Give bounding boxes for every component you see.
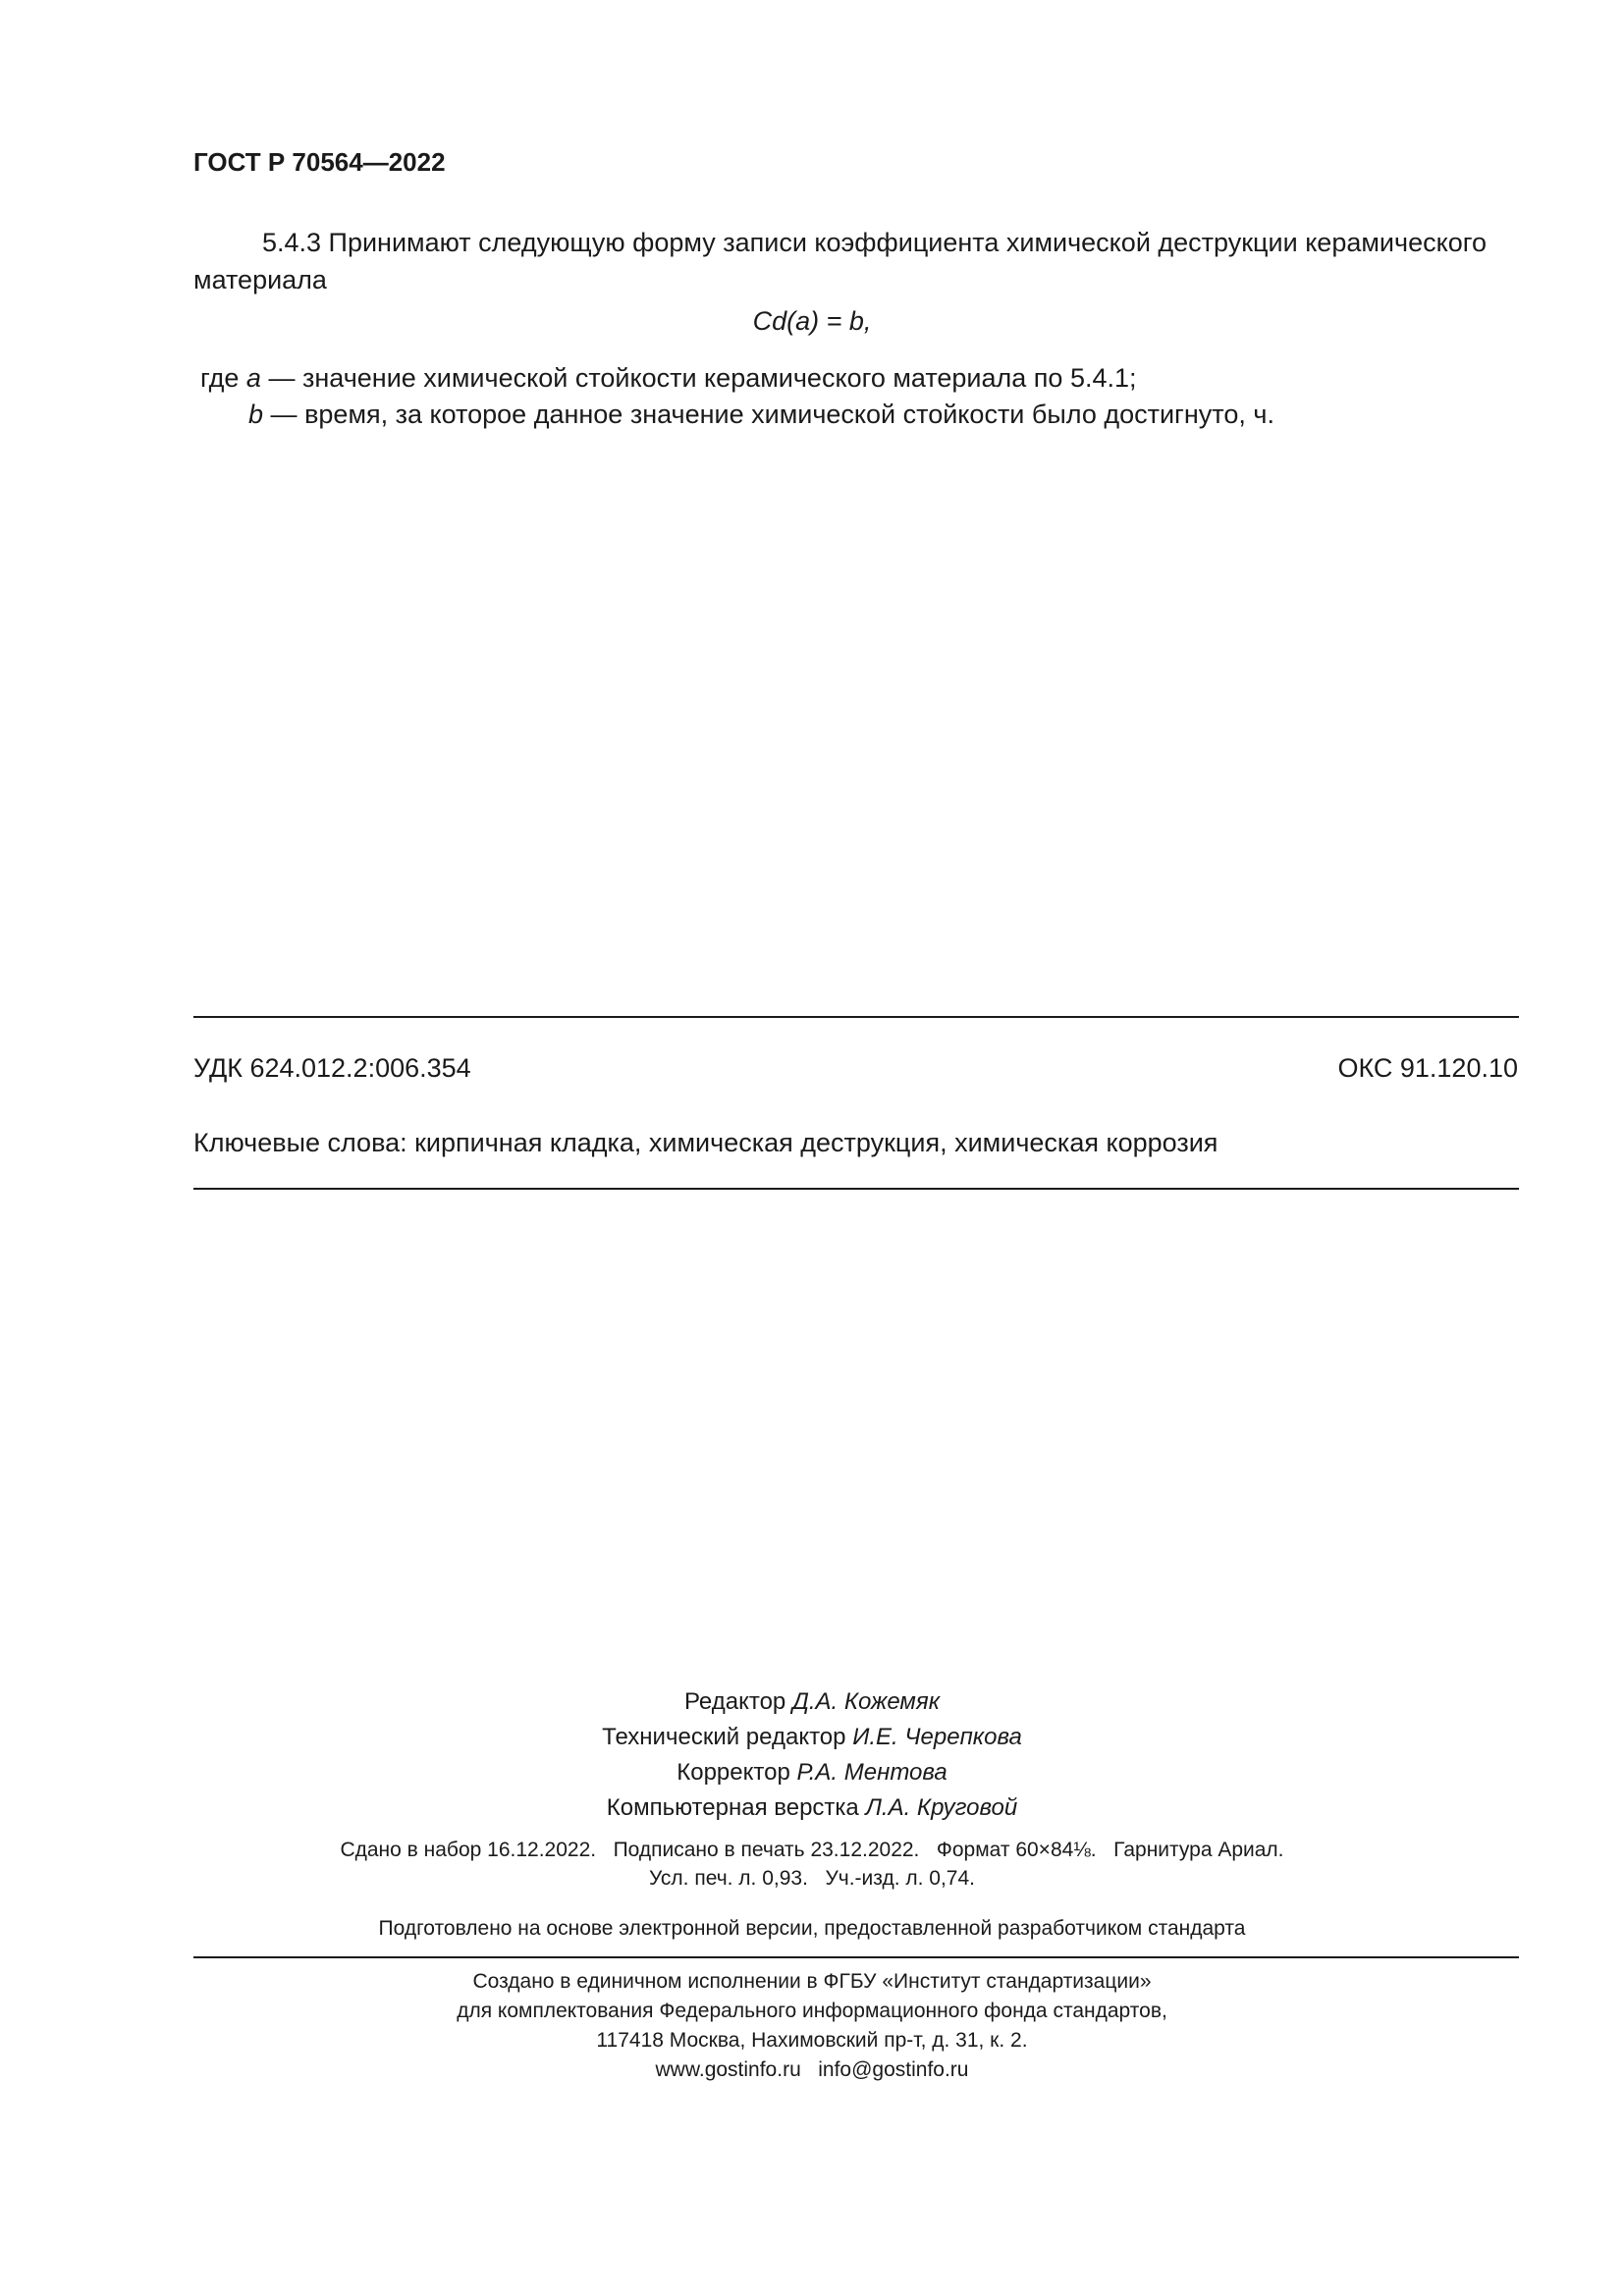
credit-tech-editor: Технический редактор И.Е. Черепкова xyxy=(602,1724,1022,1750)
credit-editor: Редактор Д.А. Кожемяк xyxy=(683,1688,941,1715)
definition-text: значение химической стойкости керамического материала по 5.4.1; xyxy=(301,363,1137,393)
credit-corrector: Корректор Р.А. Ментова xyxy=(677,1759,947,1786)
divider-bottom xyxy=(193,1956,1519,1958)
credits-block xyxy=(0,1684,1624,1826)
document-header: ГОСТ Р 70564—2022 xyxy=(193,147,446,177)
udk-code: УДК 624.012.2:006.354 xyxy=(193,1053,471,1083)
definition-dash: — xyxy=(270,400,298,429)
credit-layout: Компьютерная верстка Л.А. Круговой xyxy=(606,1794,1018,1821)
section-paragraph: 5.4.3 Принимают следующую форму записи коэффициента химической деструкции керамического материала xyxy=(193,228,1487,294)
publisher-line-1: Создано в единичном исполнении в ФГБУ «Институт стандартизации» xyxy=(472,1970,1152,1993)
print-info-1: Сдано в набор 16.12.2022. Подписано в печать 23.12.2022. Формат 60×84⅛. Гарнитура Ариал. xyxy=(340,1839,1284,1861)
prepared-note: Подготовлено на основе электронной версии, предоставленной разработчиком стандарта xyxy=(378,1917,1246,1940)
publisher-line-3: 117418 Москва, Нахимовский пр-т, д. 31, к. 2. xyxy=(596,2029,1028,2052)
definition-a xyxy=(200,363,1137,394)
definition-var: a xyxy=(245,363,261,393)
where-word: где xyxy=(200,363,240,393)
oks-code: ОКС 91.120.10 xyxy=(1337,1053,1518,1083)
publisher-line-4: www.gostinfo.ru info@gostinfo.ru xyxy=(655,2058,969,2081)
print-info-2: Усл. печ. л. 0,93. Уч.-изд. л. 0,74. xyxy=(648,1867,975,1890)
definition-dash: — xyxy=(268,363,296,393)
publisher-line-2: для комплектования Федерального информационного фонда стандартов, xyxy=(457,2000,1167,2022)
divider-keywords xyxy=(193,1188,1519,1190)
keywords: Ключевые слова: кирпичная кладка, химическая деструкция, химическая коррозия xyxy=(193,1128,1218,1157)
formula: Cd(a) = b, xyxy=(752,306,872,336)
definition-b xyxy=(248,400,1274,430)
definition-var: b xyxy=(248,400,264,429)
definition-text: время, за которое данное значение химической стойкости было достигнуто, ч. xyxy=(304,400,1274,429)
divider-top xyxy=(193,1016,1519,1018)
